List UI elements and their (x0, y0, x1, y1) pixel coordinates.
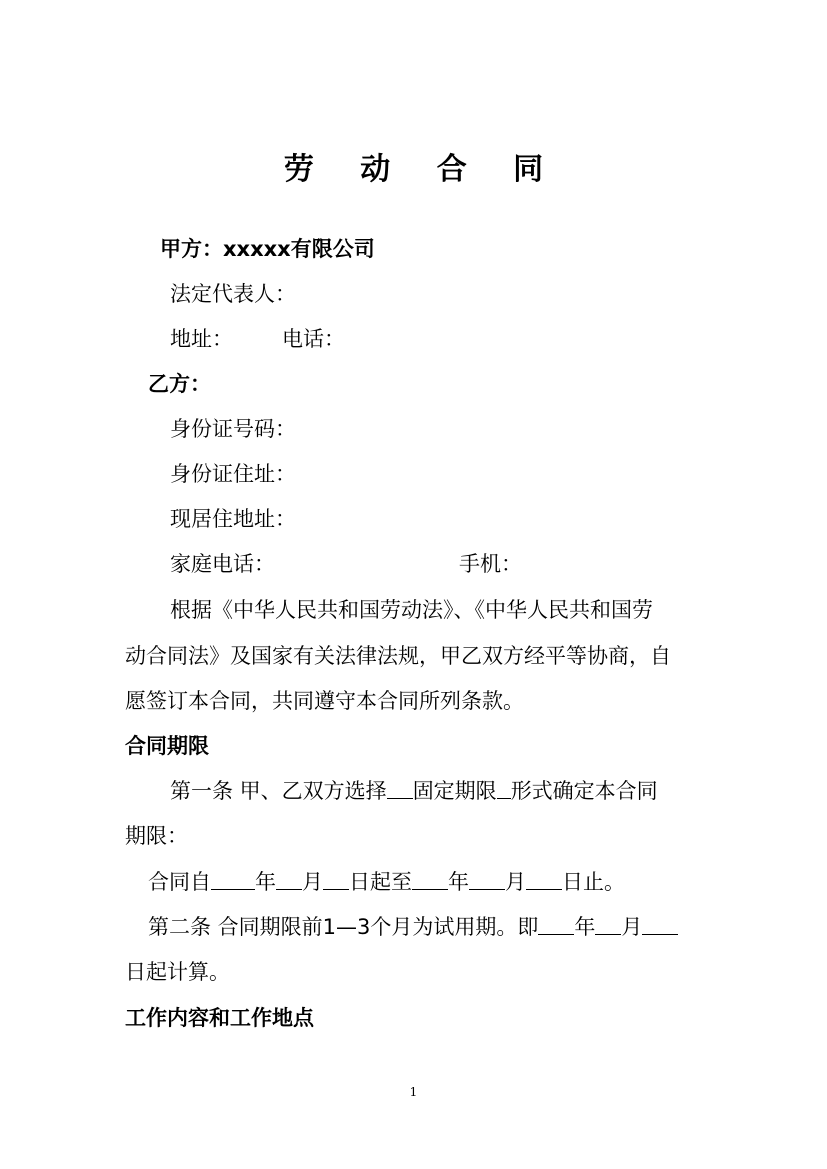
contract-title: 劳 动 合 同 (283, 152, 562, 187)
period-month: 月 (302, 870, 323, 894)
article-1-line-2: 期限： (125, 824, 188, 848)
blank-day (526, 868, 562, 890)
article-1-prefix: 第一条 甲、乙双方选择 (170, 779, 387, 803)
legal-representative-label: 法定代表人： (170, 282, 296, 306)
article-2-month: 月 (621, 915, 643, 939)
article-1-choice: 固定期限 (412, 779, 497, 803)
period-month-end: 月 (505, 870, 526, 894)
blank-year (211, 868, 255, 890)
id-address-label: 身份证住址： (170, 462, 296, 486)
blank (387, 777, 413, 799)
blank-day (642, 913, 678, 935)
period-year: 年 (255, 870, 276, 894)
section-heading-term: 合同期限 (125, 734, 209, 758)
preamble-line-2: 动合同法》及国家有关法律法规，甲乙双方经平等协商，自 (125, 644, 671, 668)
article-1-line (170, 777, 658, 805)
party-a-label: 甲方： (160, 237, 223, 261)
party-b-label: 乙方： (148, 372, 211, 396)
mobile-label: 手机： (459, 552, 522, 576)
current-address-label: 现居住地址： (170, 507, 296, 531)
preamble-line-3: 愿签订本合同，共同遵守本合同所列条款。 (125, 689, 524, 713)
blank-day (323, 868, 349, 890)
contract-period-line (148, 868, 625, 896)
period-day-from: 日起至 (349, 870, 412, 894)
article-1-suffix: 形式确定本合同 (510, 779, 658, 803)
blank (497, 777, 511, 799)
article-2-year: 年 (574, 915, 596, 939)
article-2-text: 第二条 合同期限前1—3个月为试用期。即 (148, 915, 539, 939)
period-prefix: 合同自 (148, 870, 211, 894)
blank-year (412, 868, 448, 890)
party-a-phone-label: 电话： (282, 327, 345, 351)
section-heading-work: 工作内容和工作地点 (125, 1006, 314, 1030)
article-2-line-2: 日起计算。 (125, 960, 230, 984)
blank-month (276, 868, 302, 890)
period-year-end: 年 (448, 870, 469, 894)
preamble-line-1: 根据《中华人民共和国劳动法》、《中华人民共和国劳 (170, 598, 653, 622)
article-2-line (148, 913, 678, 941)
blank-year (538, 913, 574, 935)
period-day-to: 日止。 (562, 870, 625, 894)
party-a-address-label: 地址： (170, 327, 233, 351)
party-a-company: xxxxx有限公司 (223, 237, 375, 261)
blank-month (469, 868, 505, 890)
home-phone-label: 家庭电话： (170, 552, 275, 576)
page-number: 1 (409, 1085, 418, 1099)
party-a-line (160, 235, 375, 263)
blank-month (595, 913, 621, 935)
id-number-label: 身份证号码： (170, 417, 296, 441)
